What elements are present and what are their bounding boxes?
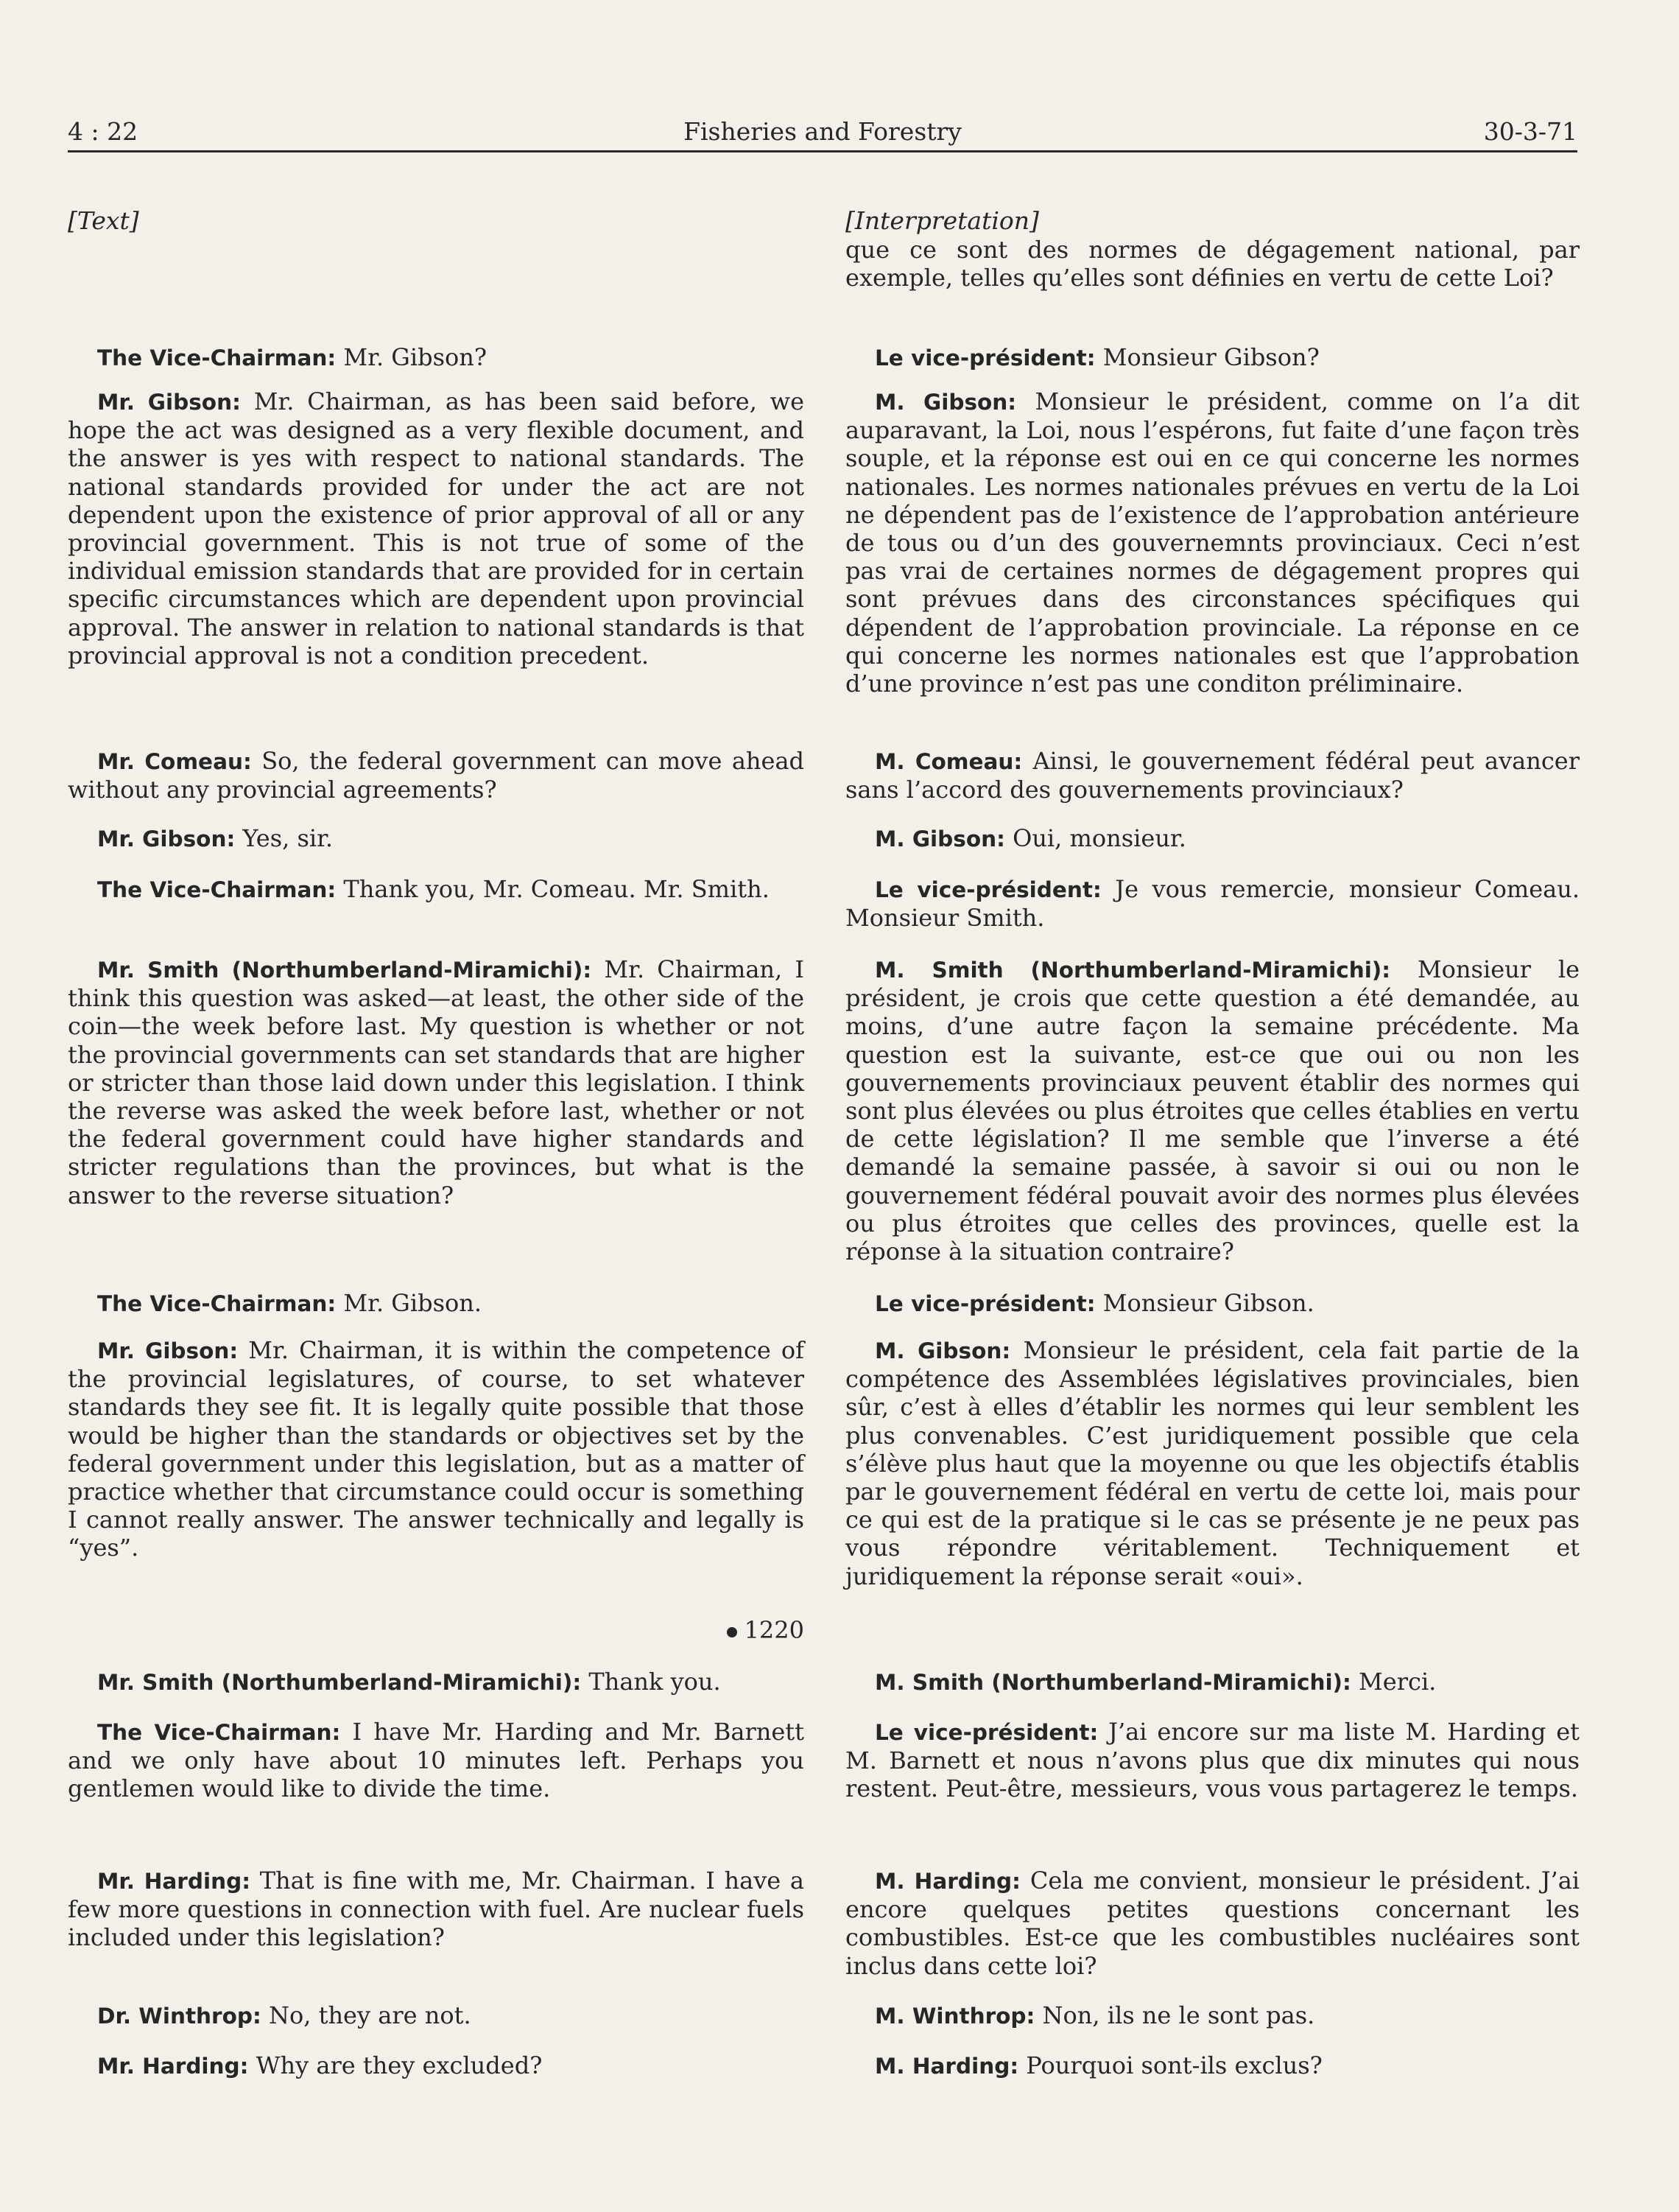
section-tag-label: Text [77,206,130,235]
speech-paragraph [68,1289,804,1318]
speech-text: J’ai encore sur ma liste M. Harding et M. Barnett et nous n’avons plus que dix minutes qui nous restent. Peut-être, messieurs, vous vous partagerez le temps. [845,1718,1580,1803]
speaker-name: Le vice-président: [875,1291,1096,1316]
speech-paragraph [845,387,1580,698]
time-marker [727,1616,804,1644]
speech-text: Cela me convient, monsieur le président. J’ai encore quelques petites questions concernant les combustibles. Est-ce que les combustibles nucléaires sont inclus dans cette loi? [845,1867,1580,1980]
speech-text: So, the federal government can move ahead without any provincial agreements? [68,747,805,804]
speech-text: Merci. [1359,1668,1437,1696]
speech-paragraph [845,2001,1580,2030]
speech-text: Mr. Chairman, as has been said before, we hope the act was designed as a very flexible document, and the answer is yes with respect to national standards. The national standards provided for under the act are not dependent upon the existence of prior approval of all or any provincial government. This is not true of some of the individual emission standards that are provided for in certain specific circumstances which are dependent upon provincial approval. The answer in relation to national standards is that provincial approval is not a condition precedent. [68,387,805,670]
speech-paragraph [68,2001,804,2030]
speaker-name: Le vice-président: [875,345,1096,371]
speaker-name: Le vice-président: [875,877,1102,902]
speech-text: I have Mr. Harding and Mr. Barnett and we only have about 10 minutes left. Perhaps you gentlemen would like to divide the time. [68,1718,805,1803]
speech-paragraph [68,875,804,904]
speech-text: Mr. Chairman, I think this question was asked—at least, the other side of the coin—the week before last. My question is whether or not the provincial governments can set standards that are higher or stricter than those laid down under this legislation. I think the reverse was asked the week before last, whether or not the federal government could have higher standards and stricter regulations than the provinces, but what is the answer to the reverse situation? [68,955,805,1209]
speech-paragraph [68,2051,804,2080]
time-marker-value: 1220 [744,1616,804,1644]
speaker-name: M. Smith (Northumberland-Miramichi): [875,1670,1351,1695]
speaker-name: Mr. Comeau: [97,749,252,774]
speaker-name: M. Gibson: [875,390,1017,415]
section-tag-label: Interpretation [854,206,1030,235]
speech-text: Mr. Gibson. [343,1289,482,1317]
speech-text: Monsieur le président, comme on l’a dit auparavant, la Loi, nous l’espérons, fut faite d’une façon très souple, et la réponse est oui en ce qui concerne les normes nationales. Les normes nationales prévues en vertu de la Loi ne dépendent pas de l’existence de l’approbation antérieure de tous ou d’un des gouvernemnts provinciaux. Ceci n’est pas vrai de certaines normes de dégagement propres qui sont prévues dans des circonstances spécifiques qui dépendent de l’approbation provinciale. La réponse en ce qui concerne les normes nationales est que l’approbation d’une province n’est pas une conditon préliminaire. [845,387,1580,698]
speech-paragraph [845,747,1580,804]
speech-paragraph [68,1718,804,1803]
speech-paragraph [845,1668,1580,1696]
speech-paragraph [68,387,804,670]
speaker-name: Mr. Harding: [97,1869,250,1894]
speech-paragraph [845,955,1580,1265]
speech-paragraph [68,1668,804,1696]
speech-paragraph [845,1336,1580,1590]
speech-text: Thank you. [588,1668,721,1696]
speaker-name: The Vice-Chairman: [97,877,337,902]
speaker-name: Dr. Winthrop: [97,2004,261,2029]
speech-paragraph [68,1867,804,1952]
speech-text: Monsieur Gibson? [1102,343,1320,371]
speaker-name: M. Smith (Northumberland-Miramichi): [875,958,1391,983]
speaker-name: The Vice-Chairman: [97,345,337,371]
speech-paragraph [845,343,1580,372]
speech-paragraph [68,1336,804,1562]
speech-text: Thank you, Mr. Comeau. Mr. Smith. [343,875,770,903]
speaker-name: M. Harding: [875,1869,1021,1894]
speaker-name: M. Gibson: [875,826,1005,852]
speech-paragraph [845,875,1580,932]
speech-paragraph [845,824,1580,853]
speaker-name: Mr. Harding: [97,2054,249,2079]
speech-paragraph [845,2051,1580,2080]
speech-text: Monsieur Gibson. [1102,1289,1314,1317]
speech-paragraph [68,955,804,1209]
speech-paragraph [845,1718,1580,1803]
speech-text: Mr. Gibson? [343,343,487,371]
speaker-name: Mr. Gibson: [97,390,241,415]
speech-paragraph [68,343,804,372]
speech-text: Je vous remercie, monsieur Comeau. Monsieur Smith. [845,875,1580,933]
speech-text: Pourquoi sont-ils exclus? [1026,2051,1323,2079]
speaker-name: Mr. Gibson: [97,1338,239,1363]
publication-title: Fisheries and Forestry [683,117,962,146]
speaker-name: M. Winthrop: [875,2004,1035,2029]
speech-text: Yes, sir. [242,824,334,852]
speech-text: That is fine with me, Mr. Chairman. I have a few more questions in connection with fuel. Are nuclear fuels included under this legislation? [68,1867,805,1952]
speech-text: Ainsi, le gouvernement fédéral peut avancer sans l’accord des gouvernements provinciaux? [845,747,1580,804]
speaker-name: Mr. Gibson: [97,826,236,852]
speaker-name: M. Comeau: [875,749,1023,774]
speech-text: Non, ils ne le sont pas. [1042,2001,1315,2029]
speaker-name: Mr. Smith (Northumberland-Miramichi): [97,1670,582,1695]
speaker-name: M. Gibson: [875,1338,1011,1363]
speech-paragraph [68,747,804,804]
speaker-name: The Vice-Chairman: [97,1291,337,1316]
page-number: 4 : 22 [68,117,138,146]
section-tag: [Interpretation] [845,206,1039,235]
speaker-name: Le vice-président: [875,1720,1099,1745]
speech-text: Monsieur le président, je crois que cette question a été demandée, au moins, d’une autre façon la semaine précédente. Ma question est la suivante, est-ce que oui ou non les gouvernements provinciaux peuvent établir des normes qui sont plus élevées ou plus étroites que celles établies en vertu de cette législation? Il me semble que l’inverse a été demandé la semaine passée, à savoir si oui ou non le gouvernement fédéral pouvait avoir des normes plus élevées ou plus étroites que celles des provinces, quelle est la réponse à la situation contraire? [845,955,1580,1266]
speech-text: Oui, monsieur. [1013,824,1186,852]
speech-paragraph [68,824,804,853]
speaker-name: The Vice-Chairman: [97,1720,341,1745]
bullet-icon [727,1627,737,1637]
speaker-name: M. Harding: [875,2054,1019,2079]
section-tag: [Text] [68,206,139,235]
page-header [68,112,1577,152]
speech-paragraph [845,1867,1580,1980]
continued-paragraph: que ce sont des normes de dégagement national, par exemple, telles qu’elles sont définies en vertu de cette Loi? [845,236,1580,292]
speech-text: Mr. Chairman, it is within the competence of the provincial legislatures, of course, to set whatever standards they see fit. It is legally quite possible that those would be higher than the standards or objectives set by the federal government under this legislation, but as a matter of practice whether that circumstance could occur is something I cannot really answer. The answer technically and legally is “yes”. [68,1336,805,1562]
speaker-name: Mr. Smith (Northumberland-Miramichi): [97,958,592,983]
speech-text: Monsieur le président, cela fait partie de la compétence des Assemblées législatives provinciales, bien sûr, c’est à elles d’établir les normes qui leur semblent les plus convenables. C’est juridiquement possible que cela s’élève plus haut que la moyenne ou que les objectifs établis par le gouvernement fédéral en vertu de cette loi, mais pour ce qui est de la pratique si le cas se présente je ne peux pas vous répondre véritablement. Techniquement et juridiquement la réponse serait «oui». [845,1336,1580,1590]
speech-text: Why are they excluded? [256,2051,543,2079]
speech-text: No, they are not. [268,2001,471,2029]
page-date: 30-3-71 [1483,117,1577,146]
speech-paragraph [845,1289,1580,1318]
